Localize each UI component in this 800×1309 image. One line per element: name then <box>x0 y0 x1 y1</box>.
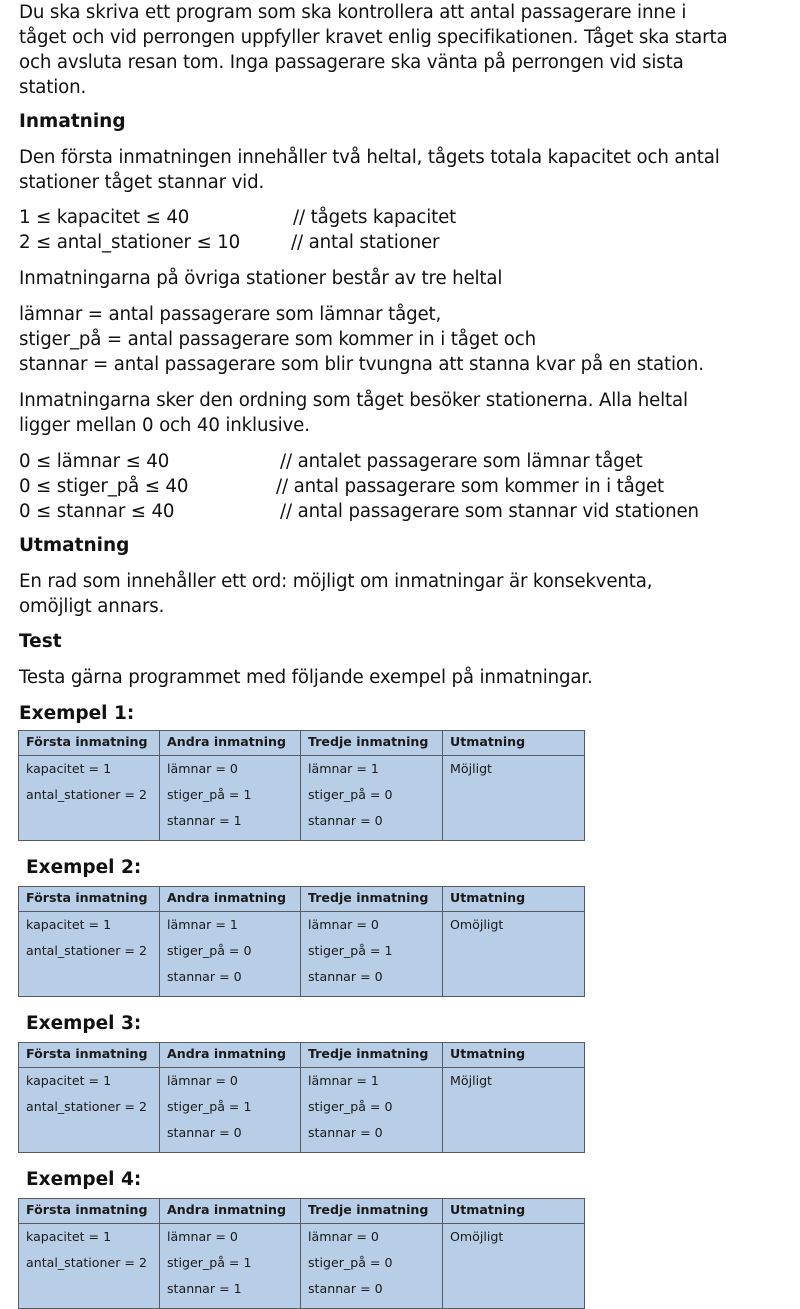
constraint-comment: // antalet passagerare som lämnar tåget <box>280 451 643 472</box>
cell-line: kapacitet = 1 <box>26 917 112 932</box>
cell-line: stannar = 0 <box>308 1125 383 1140</box>
constraint-expr: 1 ≤ kapacitet ≤ 40 <box>19 207 190 228</box>
cell-line: stiger_på = 0 <box>167 943 252 958</box>
table-row <box>19 1224 585 1309</box>
intro-line: tåget och vid perrongen uppfyller kravet enlig specifikationen. Tåget ska starta <box>19 27 728 48</box>
cell-line: stannar = 0 <box>308 813 383 828</box>
table-row <box>19 756 585 841</box>
table-row <box>19 1068 585 1153</box>
cell-second-input <box>160 756 301 841</box>
intro-line: station. <box>19 77 87 98</box>
cell-line: stannar = 0 <box>167 969 242 984</box>
example-table <box>18 886 585 997</box>
paragraph-line: stationer tåget stannar vid. <box>19 172 265 193</box>
definition-line: lämnar = antal passagerare som lämnar tåget, <box>19 304 442 325</box>
cell-output <box>443 1224 585 1309</box>
cell-line: stiger_på = 0 <box>308 1255 393 1270</box>
cell-second-input <box>160 912 301 997</box>
constraint-comment: // antal stationer <box>291 232 440 253</box>
constraint-expr: 0 ≤ stiger_på ≤ 40 <box>19 476 189 497</box>
station-constraints <box>19 449 799 524</box>
definitions <box>19 302 799 377</box>
constraint-row <box>19 474 799 499</box>
cell-first-input <box>19 1224 160 1309</box>
first-constraints <box>19 205 799 255</box>
cell-line: antal_stationer = 2 <box>26 787 147 802</box>
example-table-wrap <box>18 1042 799 1153</box>
other-inputs-text: Inmatningarna på övriga stationer består av tre heltal <box>19 268 503 289</box>
constraint-row <box>19 449 799 474</box>
cell-line: antal_stationer = 2 <box>26 1099 147 1114</box>
cell-line: stannar = 1 <box>167 813 242 828</box>
paragraph-line: Den första inmatningen innehåller två heltal, tågets totala kapacitet och antal <box>19 147 720 168</box>
cell-line: lämnar = 0 <box>167 1229 238 1244</box>
cell-line: lämnar = 0 <box>167 1073 238 1088</box>
table-header-row <box>19 731 585 756</box>
cell-third-input <box>301 756 443 841</box>
cell-line: Omöjligt <box>450 1229 504 1244</box>
example-table-wrap <box>18 1198 799 1309</box>
paragraph-line: ligger mellan 0 och 40 inklusive. <box>19 415 310 436</box>
input-heading: Inmatning <box>19 111 126 132</box>
header-first-input: Första inmatning <box>19 1043 160 1068</box>
header-second-input: Andra inmatning <box>160 1043 301 1068</box>
example-table <box>18 730 585 841</box>
example-title: Exempel 1: <box>19 703 135 724</box>
header-output: Utmatning <box>443 1199 585 1224</box>
cell-second-input <box>160 1068 301 1153</box>
cell-line: Möjligt <box>450 761 492 776</box>
constraint-comment: // antal passagerare som stannar vid stationen <box>280 501 699 522</box>
paragraph-line: Inmatningarna sker den ordning som tåget besöker stationerna. Alla heltal <box>19 390 688 411</box>
cell-line: antal_stationer = 2 <box>26 1255 147 1270</box>
cell-first-input <box>19 912 160 997</box>
intro-paragraph <box>19 0 799 100</box>
paragraph-line: omöjligt annars. <box>19 596 165 617</box>
cell-line: stiger_på = 0 <box>308 1099 393 1114</box>
cell-line: stiger_på = 0 <box>308 787 393 802</box>
cell-line: stiger_på = 1 <box>167 1255 252 1270</box>
header-output: Utmatning <box>443 731 585 756</box>
header-second-input: Andra inmatning <box>160 731 301 756</box>
test-text: Testa gärna programmet med följande exempel på inmatningar. <box>19 667 593 688</box>
cell-third-input <box>301 912 443 997</box>
table-header-row <box>19 1043 585 1068</box>
cell-line: stiger_på = 1 <box>308 943 393 958</box>
cell-line: stannar = 0 <box>167 1125 242 1140</box>
cell-line: stiger_på = 1 <box>167 1099 252 1114</box>
constraint-expr: 2 ≤ antal_stationer ≤ 10 <box>19 232 241 253</box>
cell-line: kapacitet = 1 <box>26 1229 112 1244</box>
cell-line: stannar = 0 <box>308 1281 383 1296</box>
cell-third-input <box>301 1224 443 1309</box>
example-table <box>18 1042 585 1153</box>
constraint-row <box>19 230 799 255</box>
cell-line: lämnar = 0 <box>308 917 379 932</box>
cell-first-input <box>19 756 160 841</box>
output-heading: Utmatning <box>19 535 130 556</box>
cell-first-input <box>19 1068 160 1153</box>
paragraph-line: En rad som innehåller ett ord: möjligt om inmatningar är konsekventa, <box>19 571 653 592</box>
header-third-input: Tredje inmatning <box>301 887 443 912</box>
constraint-row <box>19 499 799 524</box>
cell-line: lämnar = 0 <box>308 1229 379 1244</box>
table-row <box>19 912 585 997</box>
cell-line: antal_stationer = 2 <box>26 943 147 958</box>
constraint-comment: // antal passagerare som kommer in i tåget <box>276 476 665 497</box>
constraint-row <box>19 205 799 230</box>
test-heading: Test <box>19 631 62 652</box>
cell-line: stannar = 1 <box>167 1281 242 1296</box>
header-first-input: Första inmatning <box>19 731 160 756</box>
definition-line: stannar = antal passagerare som blir tvungna att stanna kvar på en station. <box>19 354 704 375</box>
example-table-wrap <box>18 886 799 997</box>
cell-line: Omöjligt <box>450 917 504 932</box>
header-second-input: Andra inmatning <box>160 1199 301 1224</box>
cell-line: kapacitet = 1 <box>26 1073 112 1088</box>
header-first-input: Första inmatning <box>19 1199 160 1224</box>
header-third-input: Tredje inmatning <box>301 731 443 756</box>
constraint-expr: 0 ≤ lämnar ≤ 40 <box>19 451 170 472</box>
cell-line: lämnar = 1 <box>308 1073 379 1088</box>
intro-line: Du ska skriva ett program som ska kontrollera att antal passagerare inne i <box>19 2 687 23</box>
example-title: Exempel 4: <box>26 1169 142 1190</box>
cell-line: lämnar = 1 <box>167 917 238 932</box>
cell-output <box>443 1068 585 1153</box>
example-title: Exempel 3: <box>26 1013 142 1034</box>
cell-line: lämnar = 1 <box>308 761 379 776</box>
definition-line: stiger_på = antal passagerare som kommer in i tåget och <box>19 329 536 350</box>
cell-line: Möjligt <box>450 1073 492 1088</box>
header-third-input: Tredje inmatning <box>301 1043 443 1068</box>
cell-line: kapacitet = 1 <box>26 761 112 776</box>
table-header-row <box>19 887 585 912</box>
header-third-input: Tredje inmatning <box>301 1199 443 1224</box>
order-paragraph <box>19 388 799 438</box>
intro-line: och avsluta resan tom. Inga passagerare ska vänta på perrongen vid sista <box>19 52 684 73</box>
cell-line: stiger_på = 1 <box>167 787 252 802</box>
header-output: Utmatning <box>443 1043 585 1068</box>
cell-output <box>443 756 585 841</box>
cell-line: lämnar = 0 <box>167 761 238 776</box>
first-input-paragraph <box>19 145 799 195</box>
header-first-input: Första inmatning <box>19 887 160 912</box>
cell-output <box>443 912 585 997</box>
example-title: Exempel 2: <box>26 857 142 878</box>
cell-line: stannar = 0 <box>308 969 383 984</box>
constraint-comment: // tågets kapacitet <box>293 207 457 228</box>
header-second-input: Andra inmatning <box>160 887 301 912</box>
cell-second-input <box>160 1224 301 1309</box>
table-header-row <box>19 1199 585 1224</box>
header-output: Utmatning <box>443 887 585 912</box>
cell-third-input <box>301 1068 443 1153</box>
example-table <box>18 1198 585 1309</box>
problem-statement <box>19 0 799 1309</box>
example-table-wrap <box>18 730 799 841</box>
constraint-expr: 0 ≤ stannar ≤ 40 <box>19 501 175 522</box>
output-paragraph <box>19 569 799 619</box>
